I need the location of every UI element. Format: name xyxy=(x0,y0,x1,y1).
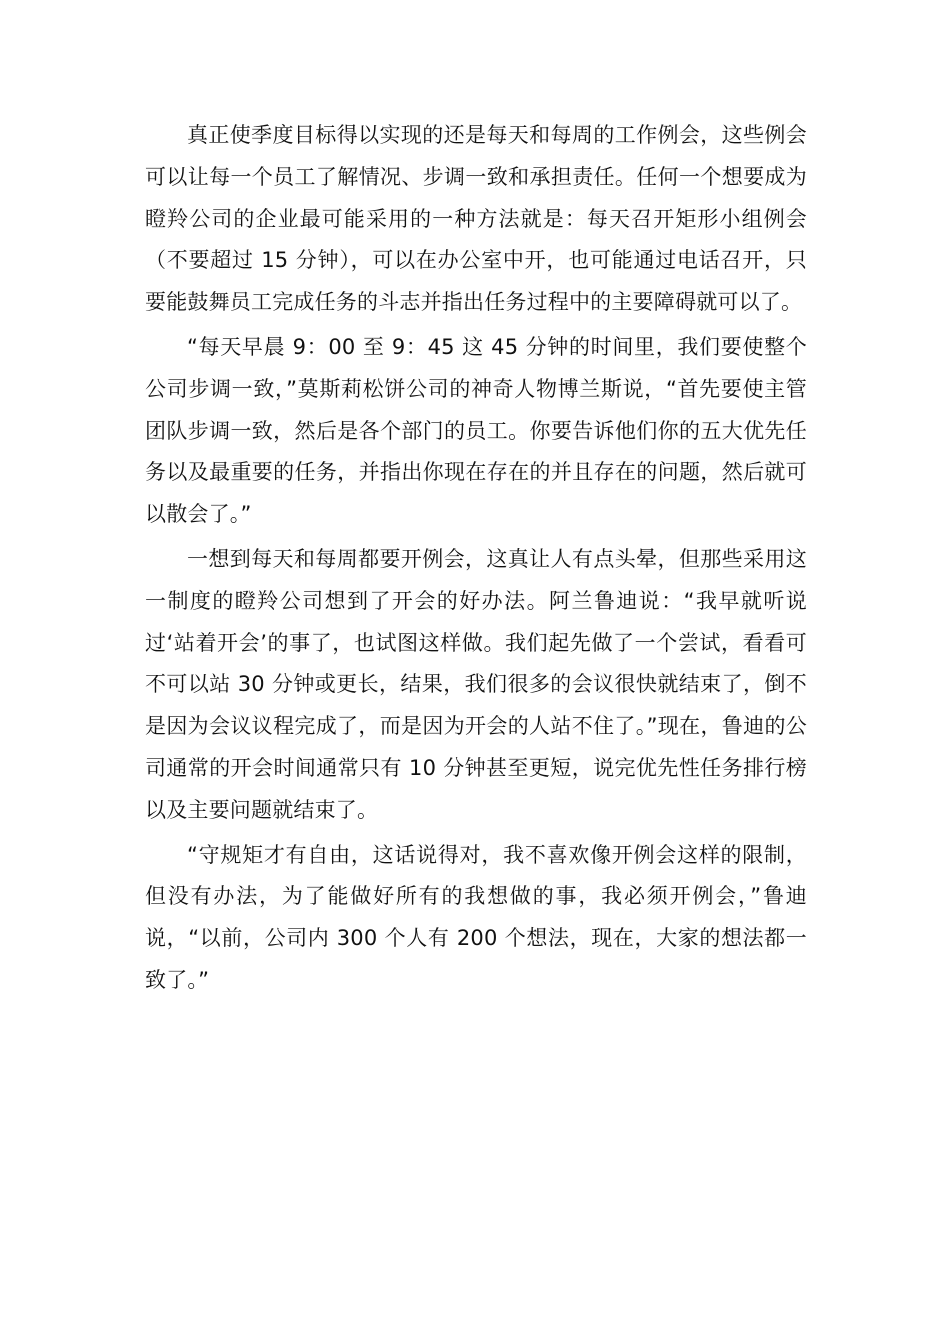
paragraph-3: 一想到每天和每周都要开例会，这真让人有点头晕，但那些采用这一制度的瞪羚公司想到了开会的好办法。阿兰鲁迪说：“我早就听说过‘站着开会’的事了，也试图这样做。我们起先做了一个尝试，看看可不可以站 30 分钟或更长，结果，我们很多的会议很快就结束了，倒不是因为会议议程完成了，而是因为开会的人站不住了。”现在，鲁迪的公司通常的开会时间通常只有 10 分钟甚至更短，说完优先性任务排行榜以及主要问题就结束了。 xyxy=(145,546,807,822)
paragraph-2: “每天早晨 9：00 至 9：45 这 45 分钟的时间里，我们要使整个公司步调一致，”莫斯莉松饼公司的神奇人物博兰斯说，“首先要使主管团队步调一致，然后是各个部门的员工。你要告诉他们你的五大优先任务以及最重要的任务，并指出你现在存在的并且存在的问题，然后就可以散会了。” xyxy=(145,334,807,527)
document-body xyxy=(145,115,807,1002)
paragraph-1: 真正使季度目标得以实现的还是每天和每周的工作例会，这些例会可以让每一个员工了解情况、步调一致和承担责任。任何一个想要成为瞪羚公司的企业最可能采用的一种方法就是：每天召开矩形小组例会（不要超过 15 分钟），可以在办公室中开，也可能通过电话召开，只要能鼓舞员工完成任务的斗志并指出任务过程中的主要障碍就可以了。 xyxy=(145,123,807,315)
paragraph-4: “守规矩才有自由，这话说得对，我不喜欢像开例会这样的限制，但没有办法，为了能做好所有的我想做的事，我必须开例会，”鲁迪说，“以前，公司内 300 个人有 200 个想法，现在，大家的想法都一致了。” xyxy=(145,842,807,992)
